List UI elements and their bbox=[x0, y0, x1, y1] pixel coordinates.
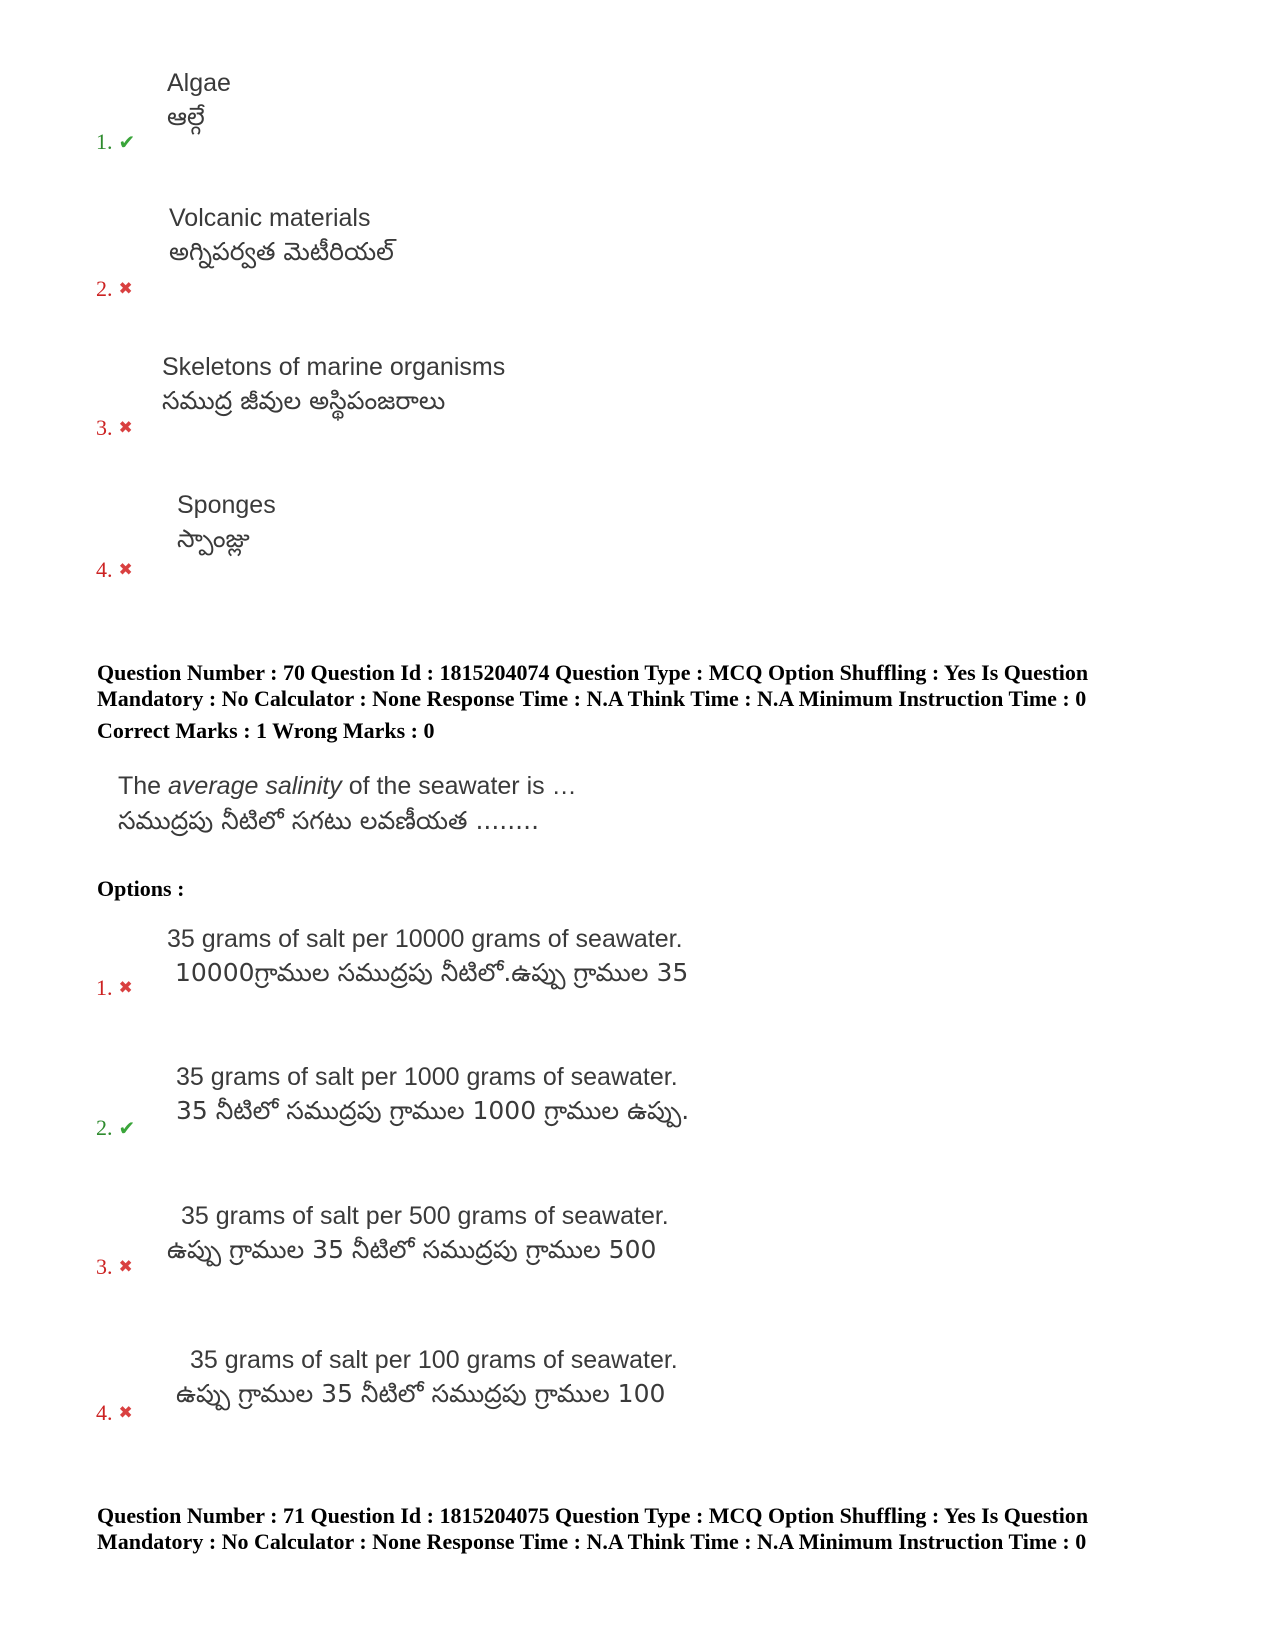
question-text bbox=[118, 770, 577, 840]
option-text-te: ఉప్పు గ్రాముల 35 నీటిలో సముద్రపు గ్రాముల 500 bbox=[167, 1235, 657, 1264]
option-text-en: Sponges bbox=[177, 491, 276, 519]
option-text-en: Skeletons of marine organisms bbox=[162, 353, 506, 381]
option-number bbox=[96, 1116, 135, 1140]
option-text-en: 35 grams of salt per 500 grams of seawater. bbox=[181, 1202, 669, 1230]
question-meta bbox=[97, 1503, 1177, 1555]
option-number bbox=[96, 416, 133, 440]
option-number bbox=[96, 130, 135, 154]
option-content bbox=[176, 1345, 678, 1413]
cross-icon: ✖ bbox=[118, 560, 133, 580]
option-text-te: ఆల్గే bbox=[167, 102, 205, 131]
option-text-en: Algae bbox=[167, 69, 231, 97]
option-content bbox=[162, 352, 505, 420]
option-number-text: 2. bbox=[96, 276, 113, 301]
option-text-te: సముద్ర జీవుల అస్థిపంజరాలు bbox=[162, 386, 446, 415]
option-content bbox=[169, 203, 394, 271]
question-pre: The bbox=[118, 772, 169, 800]
option-content bbox=[176, 1062, 689, 1130]
option-number-text: 3. bbox=[96, 1254, 113, 1279]
option-text-en: 35 grams of salt per 10000 grams of seawater. bbox=[167, 925, 683, 953]
option-number-text: 4. bbox=[96, 1400, 113, 1425]
option-text-en: Volcanic materials bbox=[169, 204, 371, 232]
question-text-en bbox=[118, 770, 577, 802]
option-number-text: 4. bbox=[96, 557, 113, 582]
option-text-te: 35 నీటిలో సముద్రపు గ్రాముల 1000 గ్రాముల ఉప్పు. bbox=[176, 1096, 690, 1125]
option-text-te: 10000గ్రాముల సముద్రపు నీటిలో.ఉప్పు గ్రాముల 35 bbox=[175, 958, 689, 987]
check-icon: ✔ bbox=[118, 130, 136, 154]
option-number-text: 1. bbox=[96, 975, 113, 1000]
option-text-te: స్పాంజ్లు bbox=[177, 524, 250, 553]
option-number bbox=[96, 1255, 133, 1279]
option-content bbox=[167, 68, 231, 136]
meta-line-2: Mandatory : No Calculator : None Response Time : N.A Think Time : N.A Minimum Instruction Time : 0 bbox=[97, 1529, 1087, 1554]
option-number-text: 2. bbox=[96, 1115, 113, 1140]
marks-line: Correct Marks : 1 Wrong Marks : 0 bbox=[97, 718, 435, 743]
option-number-text: 1. bbox=[96, 129, 113, 154]
question-post: of the seawater is … bbox=[341, 772, 577, 800]
option-text-en: 35 grams of salt per 100 grams of seawater. bbox=[190, 1346, 678, 1374]
option-number bbox=[96, 976, 133, 1000]
option-number bbox=[96, 558, 133, 582]
cross-icon: ✖ bbox=[118, 279, 133, 299]
option-content bbox=[177, 490, 276, 558]
question-emphasis: average salinity bbox=[168, 772, 342, 800]
option-text-en: 35 grams of salt per 1000 grams of seawater. bbox=[176, 1063, 678, 1091]
meta-line-2: Mandatory : No Calculator : None Response Time : N.A Think Time : N.A Minimum Instruction Time : 0 bbox=[97, 686, 1087, 711]
option-text-te: ఉప్పు గ్రాముల 35 నీటిలో సముద్రపు గ్రాముల 100 bbox=[176, 1379, 666, 1408]
meta-line-1: Question Number : 70 Question Id : 1815204074 Question Type : MCQ Option Shuffling : Yes Is Question bbox=[97, 660, 1089, 685]
cross-icon: ✖ bbox=[118, 1257, 133, 1277]
option-number bbox=[96, 1401, 133, 1425]
option-content bbox=[167, 1201, 669, 1269]
option-number-text: 3. bbox=[96, 415, 113, 440]
option-text-te: అగ్నిపర్వత మెటీరియల్ bbox=[169, 237, 394, 266]
option-number bbox=[96, 277, 133, 301]
question-text-te: సముద్రపు నీటిలో సగటు లవణీయత ........ bbox=[118, 806, 540, 835]
option-content bbox=[167, 924, 688, 992]
meta-line-1: Question Number : 71 Question Id : 1815204075 Question Type : MCQ Option Shuffling : Yes Is Question bbox=[97, 1503, 1089, 1528]
options-label: Options : bbox=[97, 876, 185, 901]
cross-icon: ✖ bbox=[118, 1403, 133, 1423]
cross-icon: ✖ bbox=[118, 418, 133, 438]
check-icon: ✔ bbox=[118, 1116, 136, 1140]
question-meta bbox=[97, 660, 1177, 744]
cross-icon: ✖ bbox=[118, 978, 133, 998]
